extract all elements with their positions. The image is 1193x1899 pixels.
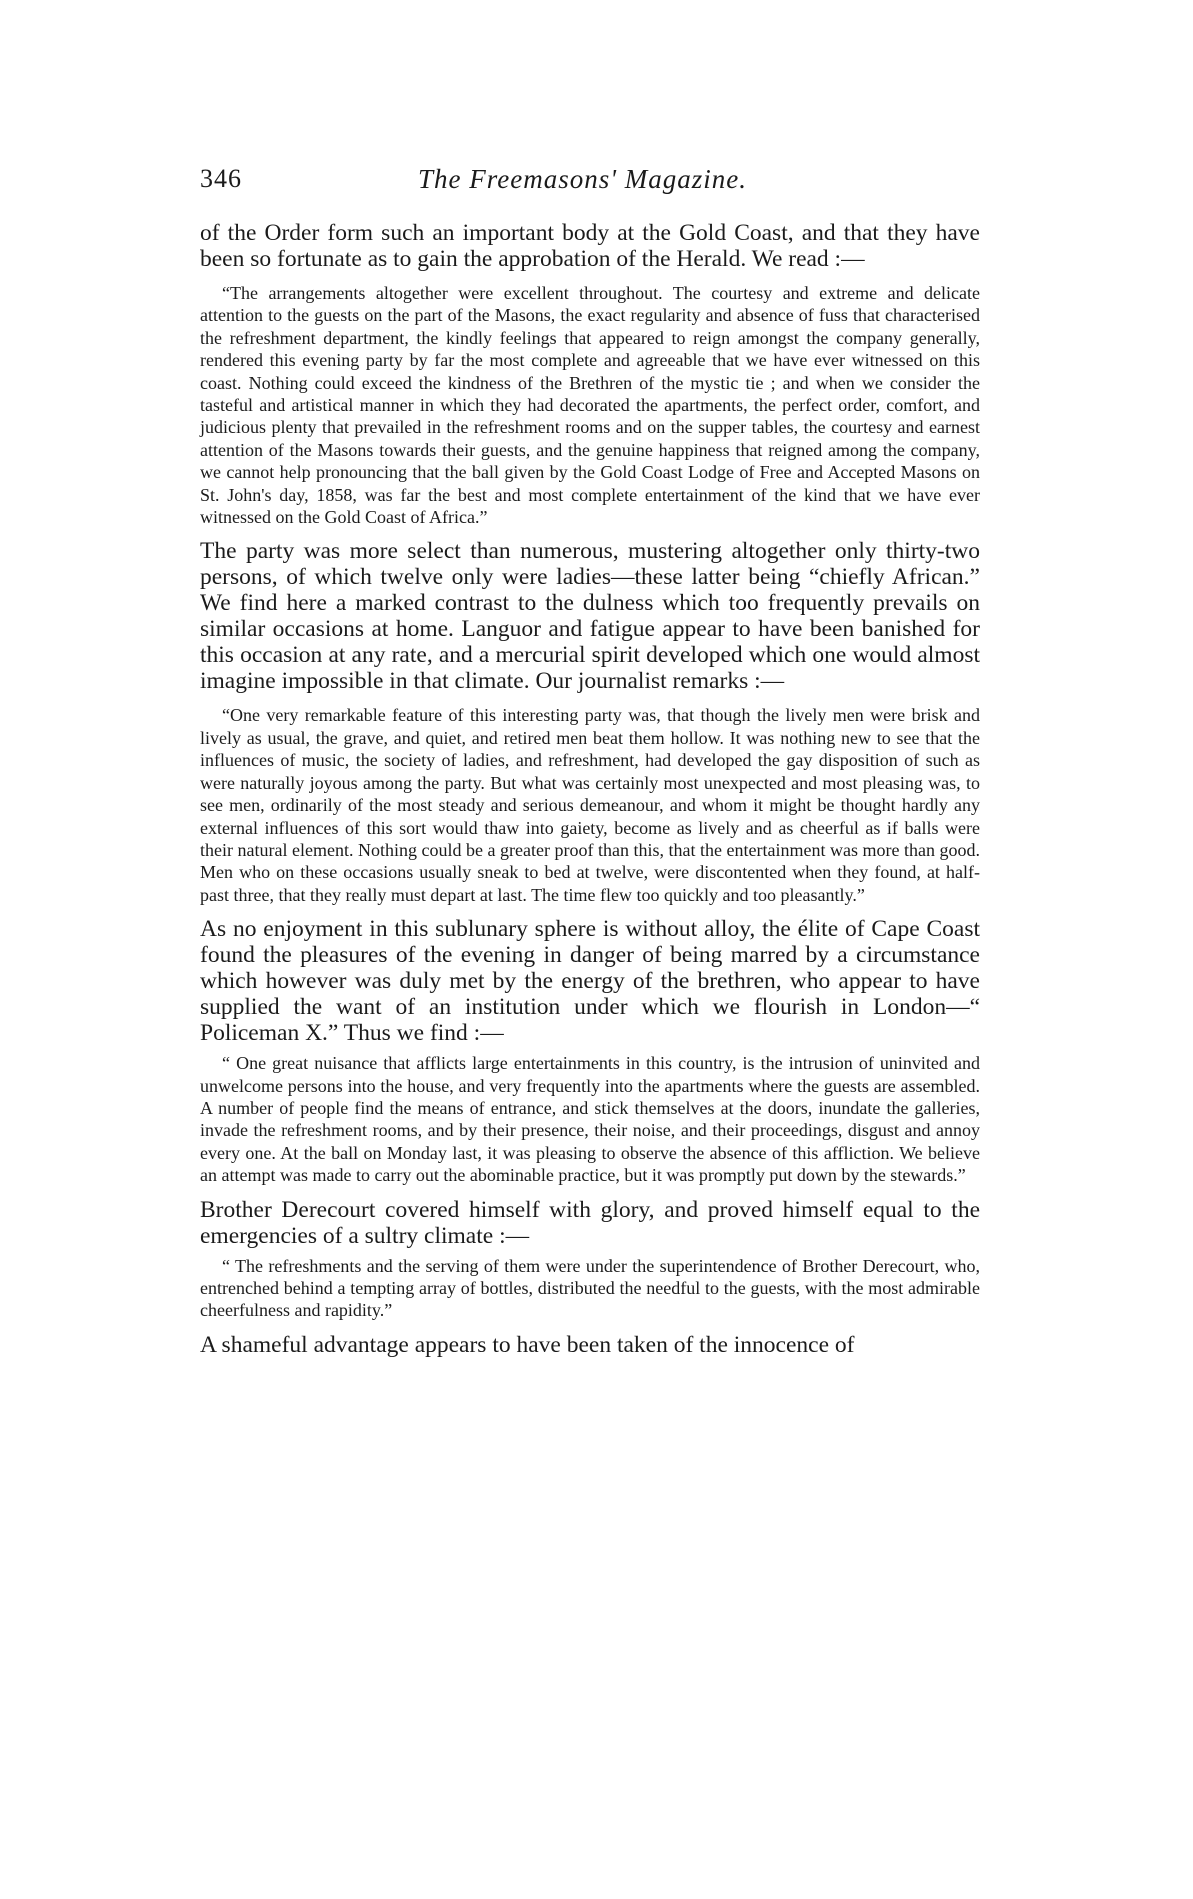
body-paragraph-5: A shameful advantage appears to have been taken of the innocence of xyxy=(200,1331,855,1358)
text-column xyxy=(200,220,980,1358)
body-paragraph-2: The party was more select than numerous, mustering altogether only thirty-two persons, of which twelve only were ladies—these latter being “chiefly African.” We find here a marked contrast to the dulness which too frequently prevails on similar occasions at home. Languor and fatigue appear to have been banished for this occasion at any rate, and a mercurial spirit developed which one would almost imagine impossible in that climate. Our journalist remarks :— xyxy=(200,538,980,695)
quote-paragraph-3: “ One great nuisance that afflicts large entertainments in this country, is the intrusion of uninvited and unwelcome persons into the house, and very frequently into the apartments where the guests are assembled. A number of people find the means of entrance, and stick themselves at the doors, inundate the galleries, invade the refreshment rooms, and by their presence, their noise, and their proceedings, disgust and annoy every one. At the ball on Monday last, it was pleasing to observe the absence of this affliction. We believe an attempt was made to carry out the abominable practice, but it was promptly put down by the stewards.” xyxy=(200,1053,980,1186)
body-paragraph-4: Brother Derecourt covered himself with glory, and proved himself equal to the emergencies of a sultry climate :— xyxy=(200,1196,980,1249)
quote-paragraph-2: “One very remarkable feature of this interesting party was, that though the lively men were brisk and lively as usual, the grave, and quiet, and retired men beat them hollow. It was nothing new to see that the influences of music, the society of ladies, and refreshment, had developed the gay disposition of such as were naturally joyous among the party. But what was certainly most unexpected and most pleasing was, to see men, ordinarily of the most steady and serious demeanour, and whom it might be thought hardly any external influences of this sort would thaw into gaiety, become as lively and as cheerful as if balls were their natural element. Nothing could be a greater proof than this, that the entertainment was more than good. Men who on these occasions usually sneak to bed at twelve, were discontented when they found, at half-past three, that they really must depart at last. The time flew too quickly and too pleasantly.” xyxy=(200,705,980,905)
running-title: The Freemasons' Magazine. xyxy=(418,164,747,194)
page-number: 346 xyxy=(200,164,242,193)
quote-paragraph-4: “ The refreshments and the serving of them were under the superintendence of Brother Derecourt, who, entrenched behind a tempting array of bottles, distributed the needful to the guests, with the most admirable cheerfulness and rapidity.” xyxy=(200,1255,980,1321)
body-paragraph-3: As no enjoyment in this sublunary sphere is without alloy, the élite of Cape Coast found the pleasures of the evening in danger of being marred by a circumstance which however was duly met by the energy of the brethren, who appear to have supplied the want of an institution under which we flourish in London—“ Policeman X.” Thus we find :— xyxy=(200,916,980,1047)
page-header xyxy=(200,164,980,200)
quote-paragraph-1: “The arrangements altogether were excellent throughout. The courtesy and extreme and delicate attention to the guests on the part of the Masons, the exact regularity and absence of fuss that characterised the refreshment department, the kindly feelings that appeared to reign amongst the company generally, rendered this evening party by far the most complete and agreeable that we have ever witnessed on this coast. Nothing could exceed the kindness of the Brethren of the mystic tie ; and when we consider the tasteful and artistical manner in which they had decorated the apartments, the perfect order, comfort, and judicious plenty that prevailed in the refreshment rooms and on the supper tables, the courtesy and earnest attention of the Masons towards their guests, and the genuine happiness that reigned among the company, we cannot help pronouncing that the ball given by the Gold Coast Lodge of Free and Accepted Masons on St. John's day, 1858, was far the best and most complete entertainment of the kind that we have ever witnessed on the Gold Coast of Africa.” xyxy=(200,283,980,528)
body-paragraph-1: of the Order form such an important body at the Gold Coast, and that they have been so fortunate as to gain the approbation of the Herald. We read :— xyxy=(200,220,980,272)
